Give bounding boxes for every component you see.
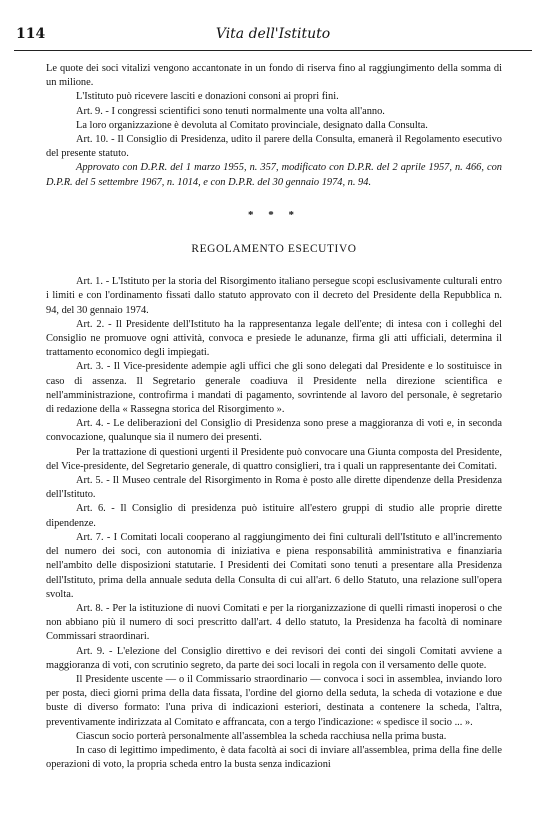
article: Art. 8. - Per la istituzione di nuovi Comitati e per la riorganizzazione di quelli rimasti inoperosi o che non abbiano più il numero di soci prescritto dall'art. 4 dello statuto, la Presidenza ha facoltà di nominare Commissari straordinari. bbox=[46, 602, 502, 643]
running-title: Vita dell'Istituto bbox=[215, 26, 331, 42]
article: Art. 1. - L'Istituto per la storia del Risorgimento italiano persegue scopi esclusivamente culturali entro i limiti e con l'ordinamento fissati dallo statuto approvato con il decreto del Presidente della Repubblica n. 94, del 30 gennaio 1974. bbox=[46, 276, 502, 316]
article: Art. 3. - Il Vice-presidente adempie agli uffici che gli sono delegati dal Presidente e lo sostituisce in caso di assenza. Il Segretario generale coadiuva il Presidente nella direzione scientifica e nell'amministrazione, controfirma i mandati di pagamento, sovrintende al lavoro del personale, è segretario di redazione della « Rassegna storica del Risorgimento ». bbox=[46, 361, 502, 416]
paragraph: La loro organizzazione è devoluta al Comitato provinciale, designato dalla Consulta. bbox=[76, 119, 428, 131]
page-body bbox=[46, 62, 502, 772]
paragraph: Per la trattazione di questioni urgenti il Presidente può convocare una Giunta composta del Presidente, del Vice-presidente, del Segretario generale, di quattro consiglieri, tra i quali un rappresentante dei Comitati. bbox=[46, 446, 502, 472]
article: Art. 2. - Il Presidente dell'Istituto ha la rappresentanza legale dell'ente; di intesa con i colleghi del Consiglio ne promuove ogni attività, convoca e presiede le adunanze, firma gli atti ufficiali, determina il trattamento economico degli impiegati. bbox=[46, 318, 502, 359]
paragraph: L'Istituto può ricevere lasciti e donazioni consoni ai propri fini. bbox=[76, 91, 339, 103]
article: Art. 9. - L'elezione del Consiglio direttivo e dei revisori dei conti dei singoli Comitati avviene a maggioranza di voti, con scrutinio segreto, da parte dei soci locali in regola con il versamento delle quote. bbox=[46, 645, 502, 671]
section-separator: * * * bbox=[248, 208, 300, 221]
paragraph: Ciascun socio porterà personalmente all'assemblea la scheda racchiusa nella prima busta. bbox=[76, 730, 447, 742]
page-header bbox=[14, 26, 532, 51]
paragraph: Art. 10. - Il Consiglio di Presidenza, udito il parere della Consulta, emanerà il Regolamento esecutivo del presente statuto. bbox=[46, 134, 502, 160]
paragraph: Il Presidente uscente — o il Commissario straordinario — convoca i soci in assemblea, inviando loro per posta, dieci giorni prima della data fissata, l'ordine del giorno della seduta, la scheda di votazione e due buste di diverso formato: l'una priva di indicazioni esteriori, destinata a contenere la scheda, l'altra, preventivamente indirizzata al Comitato e affrancata, con a tergo l'indicazione: « spedisce il socio ... ». bbox=[46, 673, 502, 728]
paragraph: Le quote dei soci vitalizi vengono accantonate in un fondo di riserva fino al raggiungimento della somma di un milione. bbox=[46, 63, 502, 89]
section-title: REGOLAMENTO ESECUTIVO bbox=[191, 243, 357, 256]
article: Art. 7. - I Comitati locali cooperano al raggiungimento dei fini culturali dell'Istituto e all'incremento del numero dei soci, con autonomia di iniziativa e piena responsabilità amministrativa e finanziaria nell'ambito delle disposizioni statutarie. I Presidenti dei Comitati sono tenuti a presentare alla Presidenza dell'Istituto, prima della annuale seduta della Consulta di cui all'art. 6 dello Statuto, una relazione sull'opera svolta. bbox=[46, 531, 502, 600]
paragraph: In caso di legittimo impedimento, è data facoltà ai soci di inviare all'assemblea, prima della fine delle operazioni di voto, la propria scheda entro la busta senza indicazioni bbox=[46, 744, 502, 771]
article: Art. 5. - Il Museo centrale del Risorgimento in Roma è posto alle dirette dipendenze della Presidenza dell'Istituto. bbox=[46, 475, 502, 501]
article: Art. 4. - Le deliberazioni del Consiglio di Presidenza sono prese a maggioranza di voti e, in seconda convocazione, qualunque sia il numero dei presenti. bbox=[46, 418, 502, 444]
page-number: 114 bbox=[16, 26, 46, 42]
paragraph: Art. 9. - I congressi scientifici sono tenuti normalmente una volta all'anno. bbox=[76, 105, 385, 117]
article: Art. 6. - Il Consiglio di presidenza può istituire all'estero gruppi di studio alle proprie dirette dipendenze. bbox=[46, 503, 502, 529]
approval-note: Approvato con D.P.R. del 1 marzo 1955, n. 357, modificato con D.P.R. del 2 aprile 1957, n. 466, con D.P.R. del 5 settembre 1967, n. 1014, e con D.P.R. del 30 gennaio 1974, n. 94. bbox=[46, 162, 502, 188]
